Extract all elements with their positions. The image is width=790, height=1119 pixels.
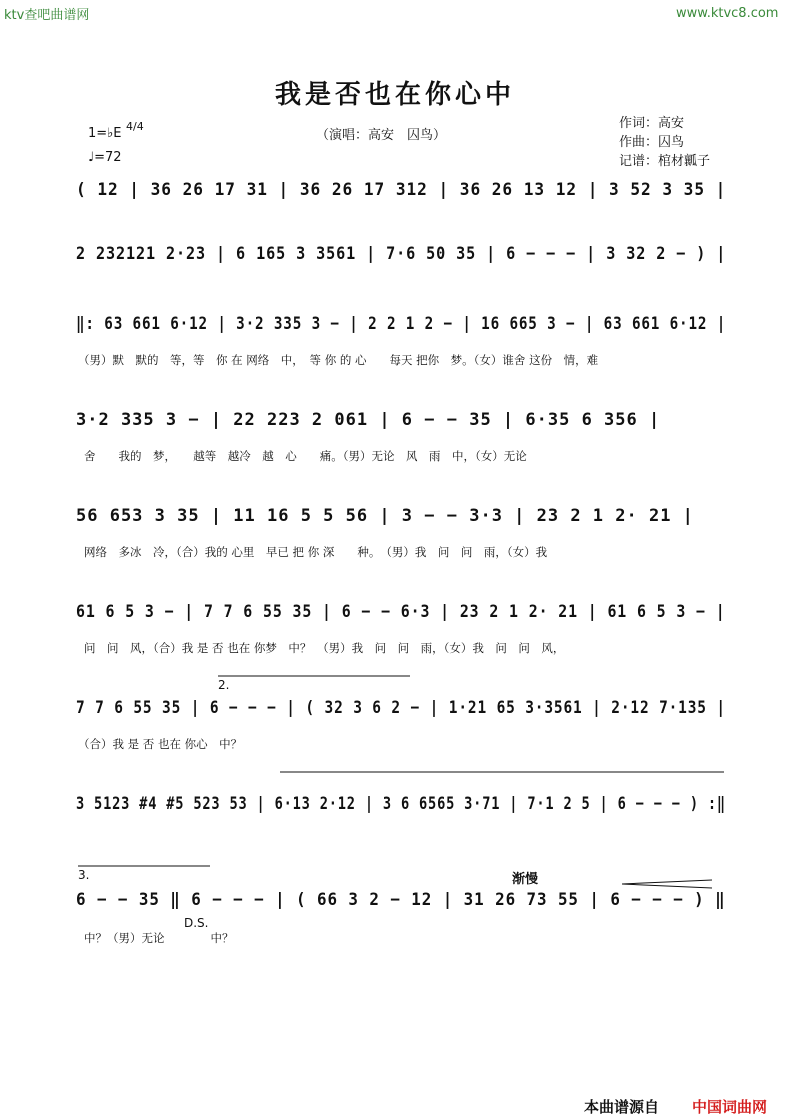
time-signature: 4/4 [126, 120, 144, 133]
tempo: ♩=72 [88, 150, 122, 165]
footer-source: 本曲谱源自 [584, 1098, 660, 1116]
key-signature: 1=♭E [88, 126, 122, 141]
notation-line-7: 7 7 6 55 35 | 6 − − − | ( 32 3 6 2 − | 1·21 65 3·3561 | 2·12 7·135 | [76, 698, 726, 718]
notation-line-2: 2 232121 2·23 | 6 165 3 3561 | 7·6 50 35 | 6 − − − | 3 32 2 − ) | [76, 244, 727, 264]
lyrics-line-7: （合）我 是 否 也在 你心 中？ [78, 737, 243, 751]
notation-line-3: ‖: 63 661 6·12 | 3·2 335 3 − | 2 2 1 2 − | 16 665 3 − | 63 661 6·12 | [76, 314, 727, 334]
lyrics-line-4: 舍 我的 梦， 越等 越冷 越 心 痛。（男）无论 风 雨 中，（女）无论 [84, 449, 527, 463]
watermark-right[interactable]: www.ktvc8.com [676, 6, 779, 21]
singers: （演唱：高安 囚鸟） [316, 128, 447, 143]
lyricist-credit: 作词：高安 [619, 116, 685, 131]
notation-line-8: 3 5123 #4 #5 523 53 | 6·13 2·12 | 3 6 6565 3·71 | 7·1 2 5 | 6 − − − ) :‖ [76, 794, 726, 814]
ending-3-mark: 3. [78, 868, 90, 882]
composer-credit: 作曲：囚鸟 [619, 135, 685, 150]
notation-line-5: 56 653 3 35 | 11 16 5 5 56 | 3 − − 3·3 | 23 2 1 2· 21 | [76, 506, 694, 526]
notation-line-6: 61 6 5 3 − | 7 7 6 55 35 | 6 − − 6·3 | 23 2 1 2· 21 | 61 6 5 3 − | [76, 602, 726, 622]
watermark-left[interactable]: ktv查吧曲谱网 [4, 8, 90, 23]
notation-line-1: ( 12 | 36 26 17 31 | 36 26 17 312 | 36 26 13 12 | 3 52 3 35 | [76, 180, 727, 200]
notation-line-4: 3·2 335 3 − | 22 223 2 061 | 6 − − 35 | 6·35 6 356 | [76, 410, 661, 430]
transcriber-credit: 记谱：棺材瓤子 [619, 154, 711, 169]
decrescendo-line-bottom [622, 884, 712, 888]
footer-site[interactable]: 中国词曲网 [692, 1098, 768, 1116]
lyrics-line-5: 网络 多冰 冷，（合）我的 心里 早已 把 你 深 种。 （男）我 问 问 雨，（女）我 [84, 545, 548, 559]
notation-line-9: 6 − − 35 ‖ 6 − − − | ( 66 3 2 − 12 | 31 26 73 55 | 6 − − − ) ‖ [76, 890, 726, 910]
lyrics-line-3: （男）默 默的 等，等 你 在 网络 中， 等 你 的 心 每天 把你 梦。（女）谁舍 这份 情，难 [78, 353, 599, 367]
song-title: 我是否也在你心中 [274, 80, 515, 110]
decrescendo-line-top [622, 880, 712, 884]
lyrics-line-9: 中？（男）无论 中？ [84, 931, 234, 945]
ending-2-mark: 2. [218, 678, 230, 692]
dal-segno-mark: D.S. [184, 916, 209, 930]
lyrics-line-6: 问 问 风，（合）我 是 否 也在 你梦 中？ （男）我 问 问 雨，（女）我 问 问 风， [84, 641, 565, 655]
ritardando-mark: 渐慢 [512, 872, 539, 887]
